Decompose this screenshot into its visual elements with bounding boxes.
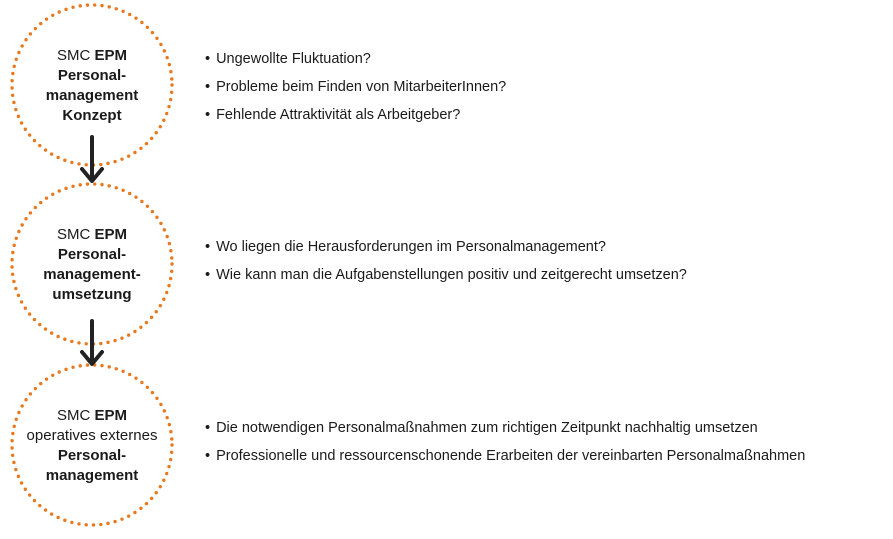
- stage-1-bullet-2: • Probleme beim Finden von MitarbeiterInnen?: [205, 77, 506, 105]
- stage-1-line-1: Personal-: [57, 67, 127, 84]
- stage-2-bullets: [205, 237, 687, 293]
- stage-3-bullet-1: • Die notwendigen Personalmaßnahmen zum richtigen Zeitpunkt nachhaltig umsetzen: [205, 418, 805, 446]
- stage-1-bullet-3: • Fehlende Attraktivität als Arbeitgeber?: [205, 105, 506, 133]
- stage-3-label: [17, 406, 167, 486]
- stage-1-bullet-1: • Ungewollte Fluktuation?: [205, 49, 506, 77]
- stage-2-prefix: SMC: [56, 226, 95, 243]
- stage-3-title: [17, 406, 167, 426]
- stage-1-line-2: management: [45, 87, 139, 104]
- stage-3-line-3: management: [45, 467, 139, 484]
- stage-1-label: [17, 46, 167, 126]
- stage-3-prefix: SMC: [56, 407, 95, 424]
- stage-1-line-3: Konzept: [62, 107, 122, 124]
- stage-1-title: [17, 46, 167, 66]
- stage-3-line-1: operatives externes: [26, 427, 158, 444]
- stage-3-bullet-2: • Professionelle und ressourcenschonende Erarbeiten der vereinbarten Personalmaßnahmen: [205, 446, 805, 474]
- stage-1-brand: EPM: [94, 47, 127, 64]
- stage-2-bullet-1: • Wo liegen die Herausforderungen im Personalmanagement?: [205, 237, 687, 265]
- stage-1-bullets: [205, 49, 506, 133]
- stage-2-bullet-2: • Wie kann man die Aufgabenstellungen positiv und zeitgerecht umsetzen?: [205, 265, 687, 293]
- stage-2-line-2: management-: [43, 266, 141, 283]
- stage-1-prefix: SMC: [56, 47, 95, 64]
- stage-2-brand: EPM: [94, 226, 127, 243]
- stage-2-title: [17, 225, 167, 245]
- stage-3-bullets: [205, 418, 805, 474]
- stage-2-line-1: Personal-: [57, 246, 127, 263]
- stage-3-brand: EPM: [94, 407, 127, 424]
- stage-2-line-3: umsetzung: [52, 286, 132, 303]
- stage-3-line-2: Personal-: [57, 447, 127, 464]
- down-arrow-icon: [82, 137, 102, 181]
- down-arrow-icon: [82, 321, 102, 364]
- stage-2-label: [17, 225, 167, 305]
